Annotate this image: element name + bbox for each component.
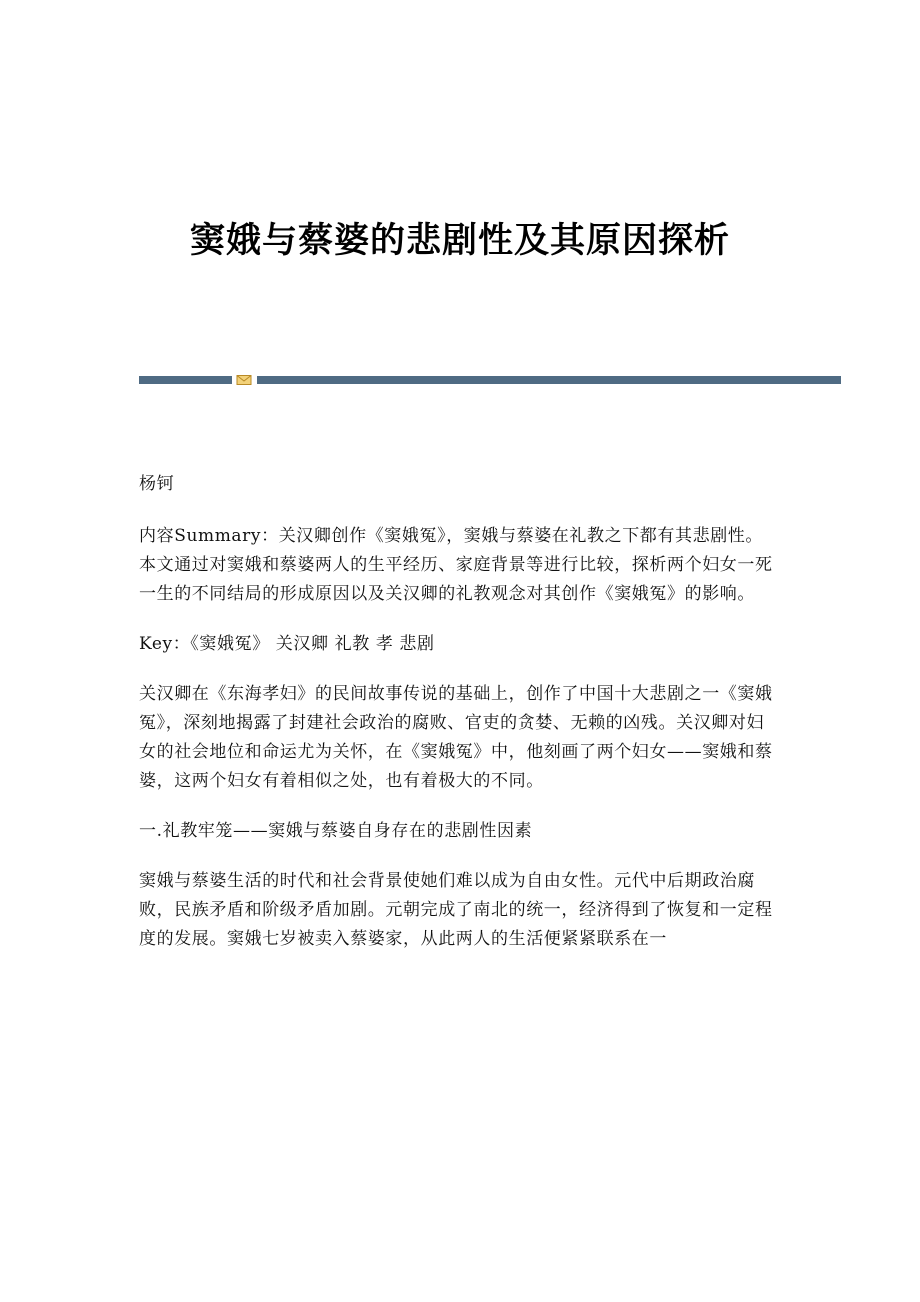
author-name: 杨钶 [139, 474, 175, 494]
summary-paragraph: 内容Summary：关汉卿创作《窦娥冤》，窦娥与蔡婆在礼教之下都有其悲剧性。本文通过对窦娥和蔡婆两人的生平经历、家庭背景等进行比较，探析两个妇女一死一生的不同结局的形成原因以及关汉卿的礼教观念对其创作《窦娥冤》的影响。 [139, 526, 773, 604]
divider-bar-left [139, 376, 232, 384]
envelope-ornament-icon [236, 374, 252, 386]
section-paragraph: 窦娥与蔡婆生活的时代和社会背景使她们难以成为自由女性。元代中后期政治腐败，民族矛盾和阶级矛盾加剧。元朝完成了南北的统一，经济得到了恢复和一定程度的发展。窦娥七岁被卖入蔡婆家，从此两人的生活便紧紧联系在一 [139, 871, 773, 949]
document-title: 窦娥与蔡婆的悲剧性及其原因探析 [189, 221, 730, 261]
section-heading: 一.礼教牢笼——窦娥与蔡婆自身存在的悲剧性因素 [139, 821, 533, 841]
divider-bar-right [257, 376, 841, 384]
intro-paragraph: 关汉卿在《东海孝妇》的民间故事传说的基础上，创作了中国十大悲剧之一《窦娥冤》，深刻地揭露了封建社会政治的腐败、官吏的贪婪、无赖的凶残。关汉卿对妇女的社会地位和命运尤为关怀，在《窦娥冤》中，他刻画了两个妇女——窦娥和蔡婆，这两个妇女有着相似之处，也有着极大的不同。 [139, 684, 773, 791]
keywords-line: Key：《窦娥冤》 关汉卿 礼教 孝 悲剧 [139, 634, 435, 654]
document-body [139, 470, 779, 975]
title-divider [139, 374, 841, 386]
